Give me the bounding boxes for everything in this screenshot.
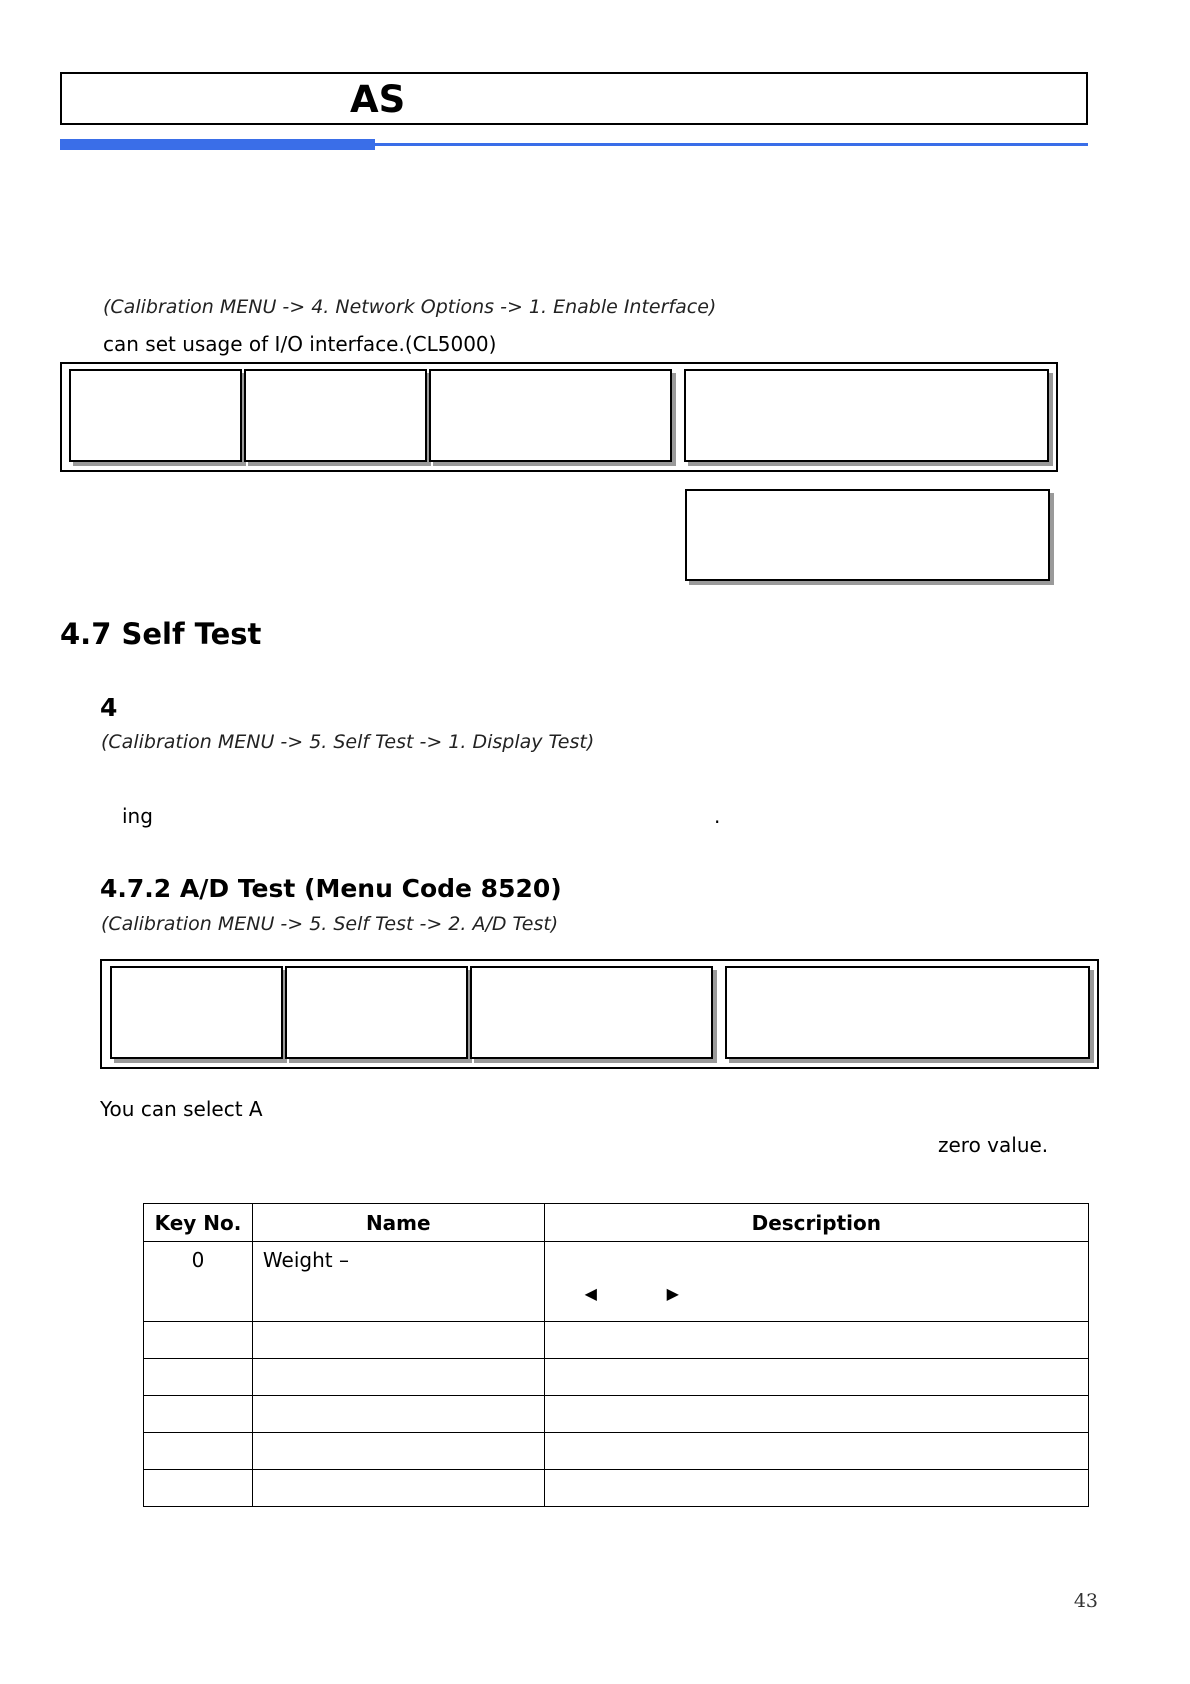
right-triangle-icon: ▶ <box>666 1284 679 1303</box>
header-title: AS <box>350 78 406 121</box>
lcd-panel-network <box>60 362 1058 472</box>
description-cell <box>544 1242 1088 1322</box>
name-cell <box>252 1322 544 1359</box>
page-number: 43 <box>1073 1590 1098 1612</box>
lcd-cell-3 <box>429 369 672 462</box>
key-no-cell <box>144 1322 253 1359</box>
table-row <box>144 1242 1089 1322</box>
lcd-panel-ad-test <box>100 959 1099 1069</box>
lcd-cell-4 <box>684 369 1049 462</box>
ad-lcd-cell-2 <box>285 966 468 1059</box>
name-cell <box>252 1359 544 1396</box>
key-no-cell <box>144 1396 253 1433</box>
description-cell <box>544 1433 1088 1470</box>
subsection-heading-display-test: 4 <box>100 693 118 722</box>
description-cell <box>544 1396 1088 1433</box>
table-row <box>144 1396 1089 1433</box>
header-box <box>60 72 1088 125</box>
table-row <box>144 1470 1089 1507</box>
header-rule <box>375 143 1088 146</box>
name-cell: Weight – <box>252 1242 544 1322</box>
display-test-text: ing <box>122 804 153 828</box>
col-header-description: Description <box>544 1204 1088 1242</box>
ad-lcd-cell-3 <box>470 966 713 1059</box>
lcd-cell-1 <box>69 369 242 462</box>
display-test-text-period: . <box>714 804 721 828</box>
display-test-menu-path: (Calibration MENU -> 5. Self Test -> 1. Display Test) <box>101 731 595 753</box>
description-cell <box>544 1359 1088 1396</box>
key-table-header-row <box>144 1204 1089 1242</box>
key-no-cell <box>144 1470 253 1507</box>
lcd-cell-2 <box>244 369 427 462</box>
name-cell <box>252 1396 544 1433</box>
subsection-heading-ad-test: 4.7.2 A/D Test (Menu Code 8520) <box>100 874 562 903</box>
col-header-key-no: Key No. <box>144 1204 253 1242</box>
network-menu-path: (Calibration MENU -> 4. Network Options -> 1. Enable Interface) <box>103 296 717 318</box>
network-description: can set usage of I/O interface.(CL5000) <box>103 332 497 356</box>
ad-test-menu-path: (Calibration MENU -> 5. Self Test -> 2. A/D Test) <box>101 913 559 935</box>
table-row <box>144 1433 1089 1470</box>
ad-select-text: You can select A <box>100 1097 263 1121</box>
section-heading-self-test: 4.7 Self Test <box>60 617 262 651</box>
key-table <box>143 1203 1089 1507</box>
description-cell <box>544 1322 1088 1359</box>
ad-lcd-cell-1 <box>110 966 283 1059</box>
name-cell <box>252 1433 544 1470</box>
table-row <box>144 1359 1089 1396</box>
col-header-name: Name <box>252 1204 544 1242</box>
table-row <box>144 1322 1089 1359</box>
header-accent-bar <box>60 139 375 150</box>
left-triangle-icon: ◀ <box>584 1284 597 1303</box>
key-no-cell: 0 <box>144 1242 253 1322</box>
description-cell <box>544 1470 1088 1507</box>
ad-lcd-cell-4 <box>725 966 1090 1059</box>
key-no-cell <box>144 1359 253 1396</box>
key-no-cell <box>144 1433 253 1470</box>
name-cell <box>252 1470 544 1507</box>
ad-zero-value-text: zero value. <box>938 1133 1049 1157</box>
lcd-secondary-box <box>685 489 1050 581</box>
